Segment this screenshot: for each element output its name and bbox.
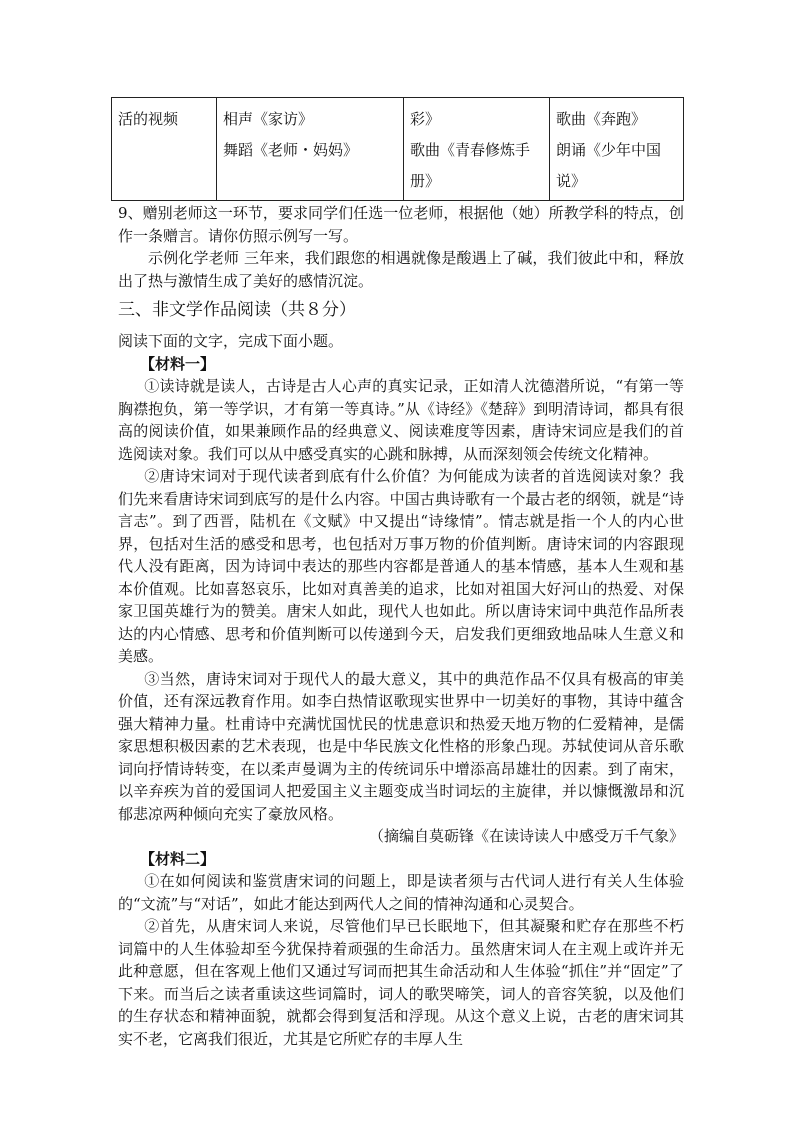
reading-instruction: 阅读下面的文字，完成下面小题。	[118, 332, 344, 350]
material-1-paragraph: ①读诗就是读人，古诗是古人心声的真实记录，正如清人沈德潜所说，“有第一等胸襟抱负，第一等学识，才有第一等真诗。”从《诗经》《楚辞》到明清诗词，都具有很高的阅读价值，如果兼顾作品的经典意义、阅读难度等因素，唐诗宋词应是我们的首选阅读对象。我们可以从中感受真实的心跳和脉搏，从而深刻领会传统文化精神。	[118, 377, 684, 463]
section-3-title: 三、非文学作品阅读（共８分）	[118, 300, 356, 320]
material-1-source: （摘编自莫砺锋《在读诗读人中感受万千气象》	[368, 827, 684, 845]
material-1-label: 【材料一】	[140, 354, 216, 373]
document-body	[118, 202, 684, 1050]
question-9-example: 示例化学老师 三年来，我们跟您的相遇就像是酸遇上了碱，我们彼此中和，释放出了热与激情生成了美好的感情沉淀。	[118, 249, 684, 290]
material-2-paragraph: ②首先，从唐宋词人来说，尽管他们早已长眠地下，但其凝聚和贮存在那些不朽词篇中的人生体验却至今犹保持着顽强的生命活力。虽然唐宋词人在主观上或许并无此种意愿，但在客观上他们又通过写词而把其生命活动和人生体验“抓住”并“固定”了下来。而当后之读者重读这些词篇时，词人的歌哭啼笑，词人的音容笑貌，以及他们的生存状态和精神面貌，就都会得到复活和浮现。从这个意义上说，古老的唐宋词其实不老，它离我们很近，尤其是它所贮存的丰厚人生	[118, 917, 684, 1048]
table-cell-2: 相声《家访》 舞蹈《老师・妈妈》	[217, 98, 404, 201]
material-2-paragraph: ①在如何阅读和鉴赏唐宋词的问题上，即是读者须与古代词人进行有关人生体验的“文流”与“对话”，如此才能达到两代人之间的情神沟通和心灵契合。	[118, 872, 684, 913]
material-1-paragraph: ②唐诗宋词对于现代读者到底有什么价值？为何能成为读者的首选阅读对象？我们先来看唐诗宋词到底写的是什么内容。中国古典诗歌有一个最古老的纲领，就是“诗言志”。到了西晋，陆机在《文赋》中又提出“诗缘情”。情志就是指一个人的内心世界，包括对生活的感受和思考，也包括对万事万物的价值判断。唐诗宋词的内容跟现代人没有距离，因为诗词中表达的那些内容都是普通人的基本情感，基本人生观和基本价值观。比如喜怒哀乐，比如对真善美的追求，比如对祖国大好河山的热爱、对保家卫国英雄行为的赞美。唐宋人如此，现代人也如此。所以唐诗宋词中典范作品所表达的内心情感、思考和价值判断可以传递到今天，启发我们更细致地品味人生意义和美感。	[118, 467, 684, 665]
table-cell-1: 活的视频	[112, 98, 217, 201]
table-cell-3: 彩》 歌曲《青春修炼手 册》	[404, 98, 550, 201]
material-2-label: 【材料二】	[140, 849, 216, 868]
table-cell-4: 歌曲《奔跑》 朗诵《少年中国 说》	[550, 98, 684, 201]
question-9-prompt: 9、赠别老师这一环节，要求同学们任选一位老师，根据他（她）所教学科的特点，创作一条赠言。请你仿照示例写一写。	[118, 204, 684, 245]
program-table	[111, 97, 684, 201]
material-1-paragraph: ③当然，唐诗宋词对于现代人的最大意义，其中的典范作品不仅具有极高的审美价值，还有深远教育作用。如李白热情讴歌现实世界中一切美好的事物，其诗中蕴含强大精神力量。杜甫诗中充满忧国忧民的忧患意识和热爱天地万物的仁爱精神，是儒家思想积极因素的艺术表现，也是中华民族文化性格的形象凸现。苏轼使词从音乐歌词向抒情诗转变，在以柔声曼调为主的传统词乐中增添高昂雄壮的因素。到了南宋，以辛弃疾为首的爱国词人把爱国主义主题变成当时词坛的主旋律，并以慷慨激昂和沉郁悲凉两种倾向充实了豪放风格。	[118, 669, 684, 823]
table-row	[112, 98, 684, 201]
